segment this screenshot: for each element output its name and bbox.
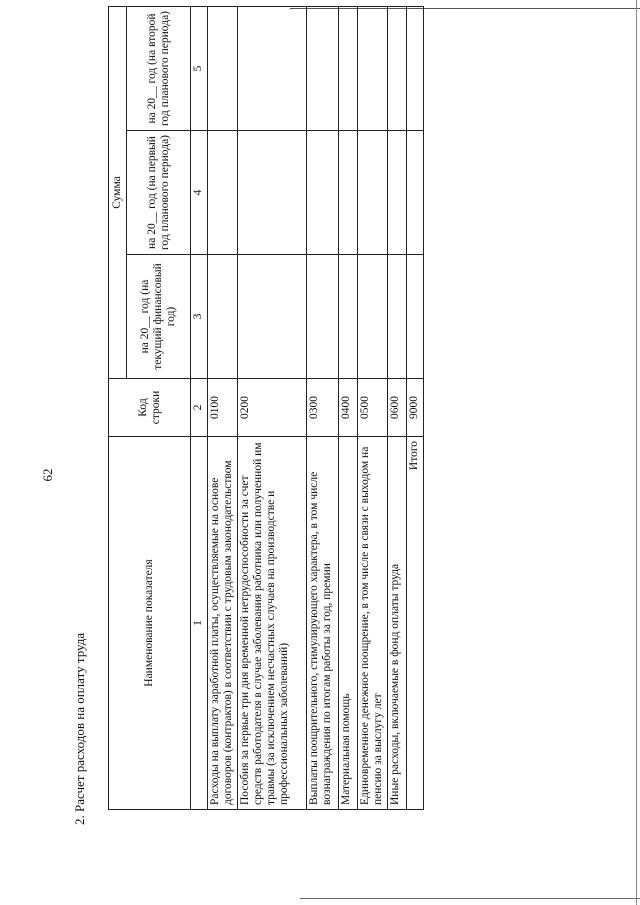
column-number: 3 <box>191 255 208 379</box>
value-cell <box>307 131 339 255</box>
row-name: Иные расходы, включаемые в фонд оплаты труда <box>388 437 407 810</box>
labor-costs-table <box>108 6 424 810</box>
value-cell <box>208 7 238 131</box>
value-cell <box>307 255 339 379</box>
header-year-second: на 20__ год (на второй год планового периода) <box>127 7 191 131</box>
table-row <box>339 7 358 810</box>
column-number: 2 <box>191 379 208 437</box>
column-number: 4 <box>191 131 208 255</box>
table-row <box>358 7 388 810</box>
value-cell <box>407 7 424 131</box>
value-cell <box>238 7 307 131</box>
row-name: Расходы на выплату заработной платы, осуществляемые на основе договоров (контрактов) в соответствии с трудовым законодательством <box>208 437 238 810</box>
value-cell <box>208 131 238 255</box>
row-code: 0200 <box>238 379 307 437</box>
value-cell <box>358 255 388 379</box>
row-code: 0400 <box>339 379 358 437</box>
section-title: 2. Расчет расходов на оплату труда <box>72 632 87 825</box>
header-year-first: на 20__ год (на первый год планового периода) <box>127 131 191 255</box>
header-name: Наименование показателя <box>109 437 191 810</box>
value-cell <box>238 255 307 379</box>
column-number: 5 <box>191 7 208 131</box>
row-name: Материальная помощь <box>339 437 358 810</box>
total-code: 9000 <box>407 379 424 437</box>
value-cell <box>208 255 238 379</box>
value-cell <box>339 7 358 131</box>
column-numbers-row <box>191 7 208 810</box>
row-name: Выплаты поощрительного, стимулирующего характера, в том числе вознаграждения по итогам работы за год, премии <box>307 437 339 810</box>
table-row <box>208 7 238 810</box>
total-label: Итого <box>407 437 424 810</box>
row-name: Единовременное денежное поощрение, в том числе в связи с выходом на пенсию за выслугу лет <box>358 437 388 810</box>
value-cell <box>307 7 339 131</box>
row-code: 0500 <box>358 379 388 437</box>
column-number: 1 <box>191 437 208 810</box>
value-cell <box>238 131 307 255</box>
value-cell <box>388 131 407 255</box>
value-cell <box>388 255 407 379</box>
header-sum: Сумма <box>109 7 127 379</box>
value-cell <box>358 7 388 131</box>
value-cell <box>339 255 358 379</box>
total-row <box>407 7 424 810</box>
row-code: 0600 <box>388 379 407 437</box>
table-row <box>388 7 407 810</box>
value-cell <box>339 131 358 255</box>
table-row <box>307 7 339 810</box>
page-number: 62 <box>40 468 55 482</box>
header-code: Код строки <box>109 379 191 437</box>
value-cell <box>407 131 424 255</box>
value-cell <box>407 255 424 379</box>
value-cell <box>388 7 407 131</box>
row-code: 0300 <box>307 379 339 437</box>
row-code: 0100 <box>208 379 238 437</box>
value-cell <box>358 131 388 255</box>
header-year-current: на 20__ год (на текущий финансовый год) <box>127 255 191 379</box>
row-name: Пособия за первые три дня временной нетрудоспособности за счет средств работодателя в случае заболевания работника или полученной им травмы (за исключением несчастных случаев на производстве и профессиональных заболеваний) <box>238 437 307 810</box>
table-row <box>238 7 307 810</box>
